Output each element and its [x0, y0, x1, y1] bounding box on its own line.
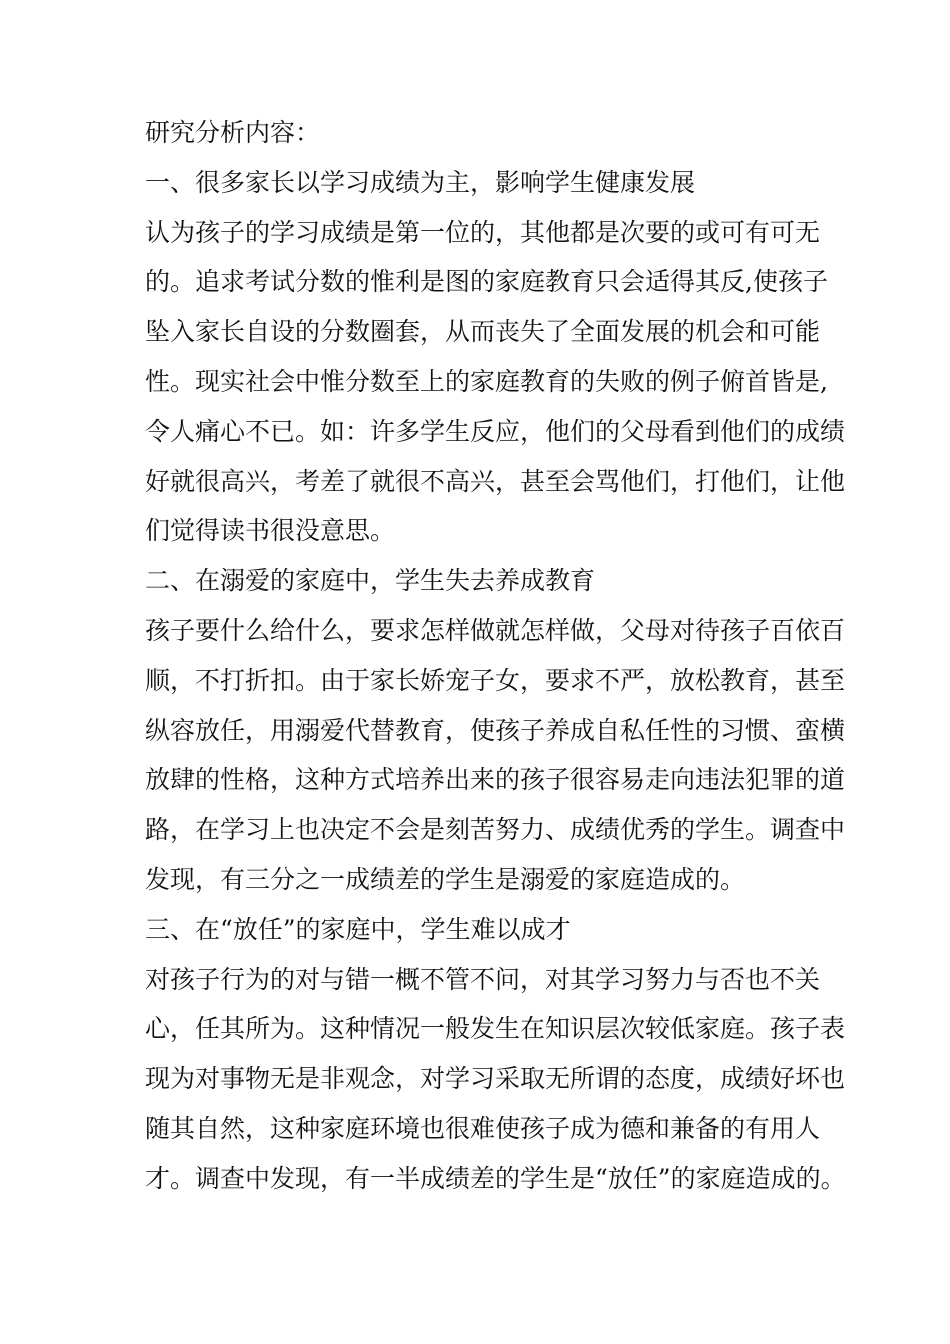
- paragraph-line: 才。调查中发现，有一半成绩差的学生是“放任”的家庭造成的。: [145, 1163, 846, 1193]
- paragraph-line: 性。现实社会中惟分数至上的家庭教育的失败的例子俯首皆是,: [145, 366, 828, 396]
- paragraph-line: 对孩子行为的对与错一概不管不问，对其学习努力与否也不关: [145, 964, 821, 994]
- paragraph-line: 坠入家长自设的分数圈套，从而丧失了全面发展的机会和可能: [145, 317, 821, 347]
- paragraph-line: 现为对事物无是非观念，对学习采取无所谓的态度，成绩好坏也: [145, 1064, 846, 1094]
- paragraph-line: 认为孩子的学习成绩是第一位的，其他都是次要的或可有可无: [145, 217, 821, 247]
- paragraph-line: 心，任其所为。这种情况一般发生在知识层次较低家庭。孩子表: [145, 1014, 846, 1044]
- paragraph-line: 纵容放任，用溺爱代替教育，使孩子养成自私任性的习惯、蛮横: [145, 715, 846, 745]
- paragraph-line: 路，在学习上也决定不会是刻苦努力、成绩优秀的学生。调查中: [145, 815, 846, 845]
- paragraph-line: 的。追求考试分数的惟利是图的家庭教育只会适得其反,使孩子: [145, 267, 828, 297]
- paragraph-line: 放肆的性格，这种方式培养出来的孩子很容易走向违法犯罪的道: [145, 765, 846, 795]
- paragraph-line: 顺，不打折扣。由于家长娇宠子女，要求不严，放松教育，甚至: [145, 665, 846, 695]
- section-heading-3: 三、在“放任”的家庭中，学生难以成才: [145, 914, 571, 944]
- section-heading-1: 一、很多家长以学习成绩为主，影响学生健康发展: [145, 167, 696, 197]
- paragraph-line: 们觉得读书很没意思。: [145, 516, 396, 546]
- section-heading-2: 二、在溺爱的家庭中，学生失去养成教育: [145, 566, 596, 596]
- paragraph-line: 令人痛心不已。如：许多学生反应，他们的父母看到他们的成绩: [145, 416, 846, 446]
- document-body: [145, 108, 846, 1204]
- paragraph-line: 随其自然，这种家庭环境也很难使孩子成为德和兼备的有用人: [145, 1113, 821, 1143]
- document-title: 研究分析内容：: [145, 118, 321, 147]
- paragraph-line: 孩子要什么给什么，要求怎样做就怎样做，父母对待孩子百依百: [145, 615, 846, 645]
- paragraph-line: 好就很高兴，考差了就很不高兴，甚至会骂他们，打他们，让他: [145, 466, 846, 496]
- paragraph-line: 发现，有三分之一成绩差的学生是溺爱的家庭造成的。: [145, 864, 746, 894]
